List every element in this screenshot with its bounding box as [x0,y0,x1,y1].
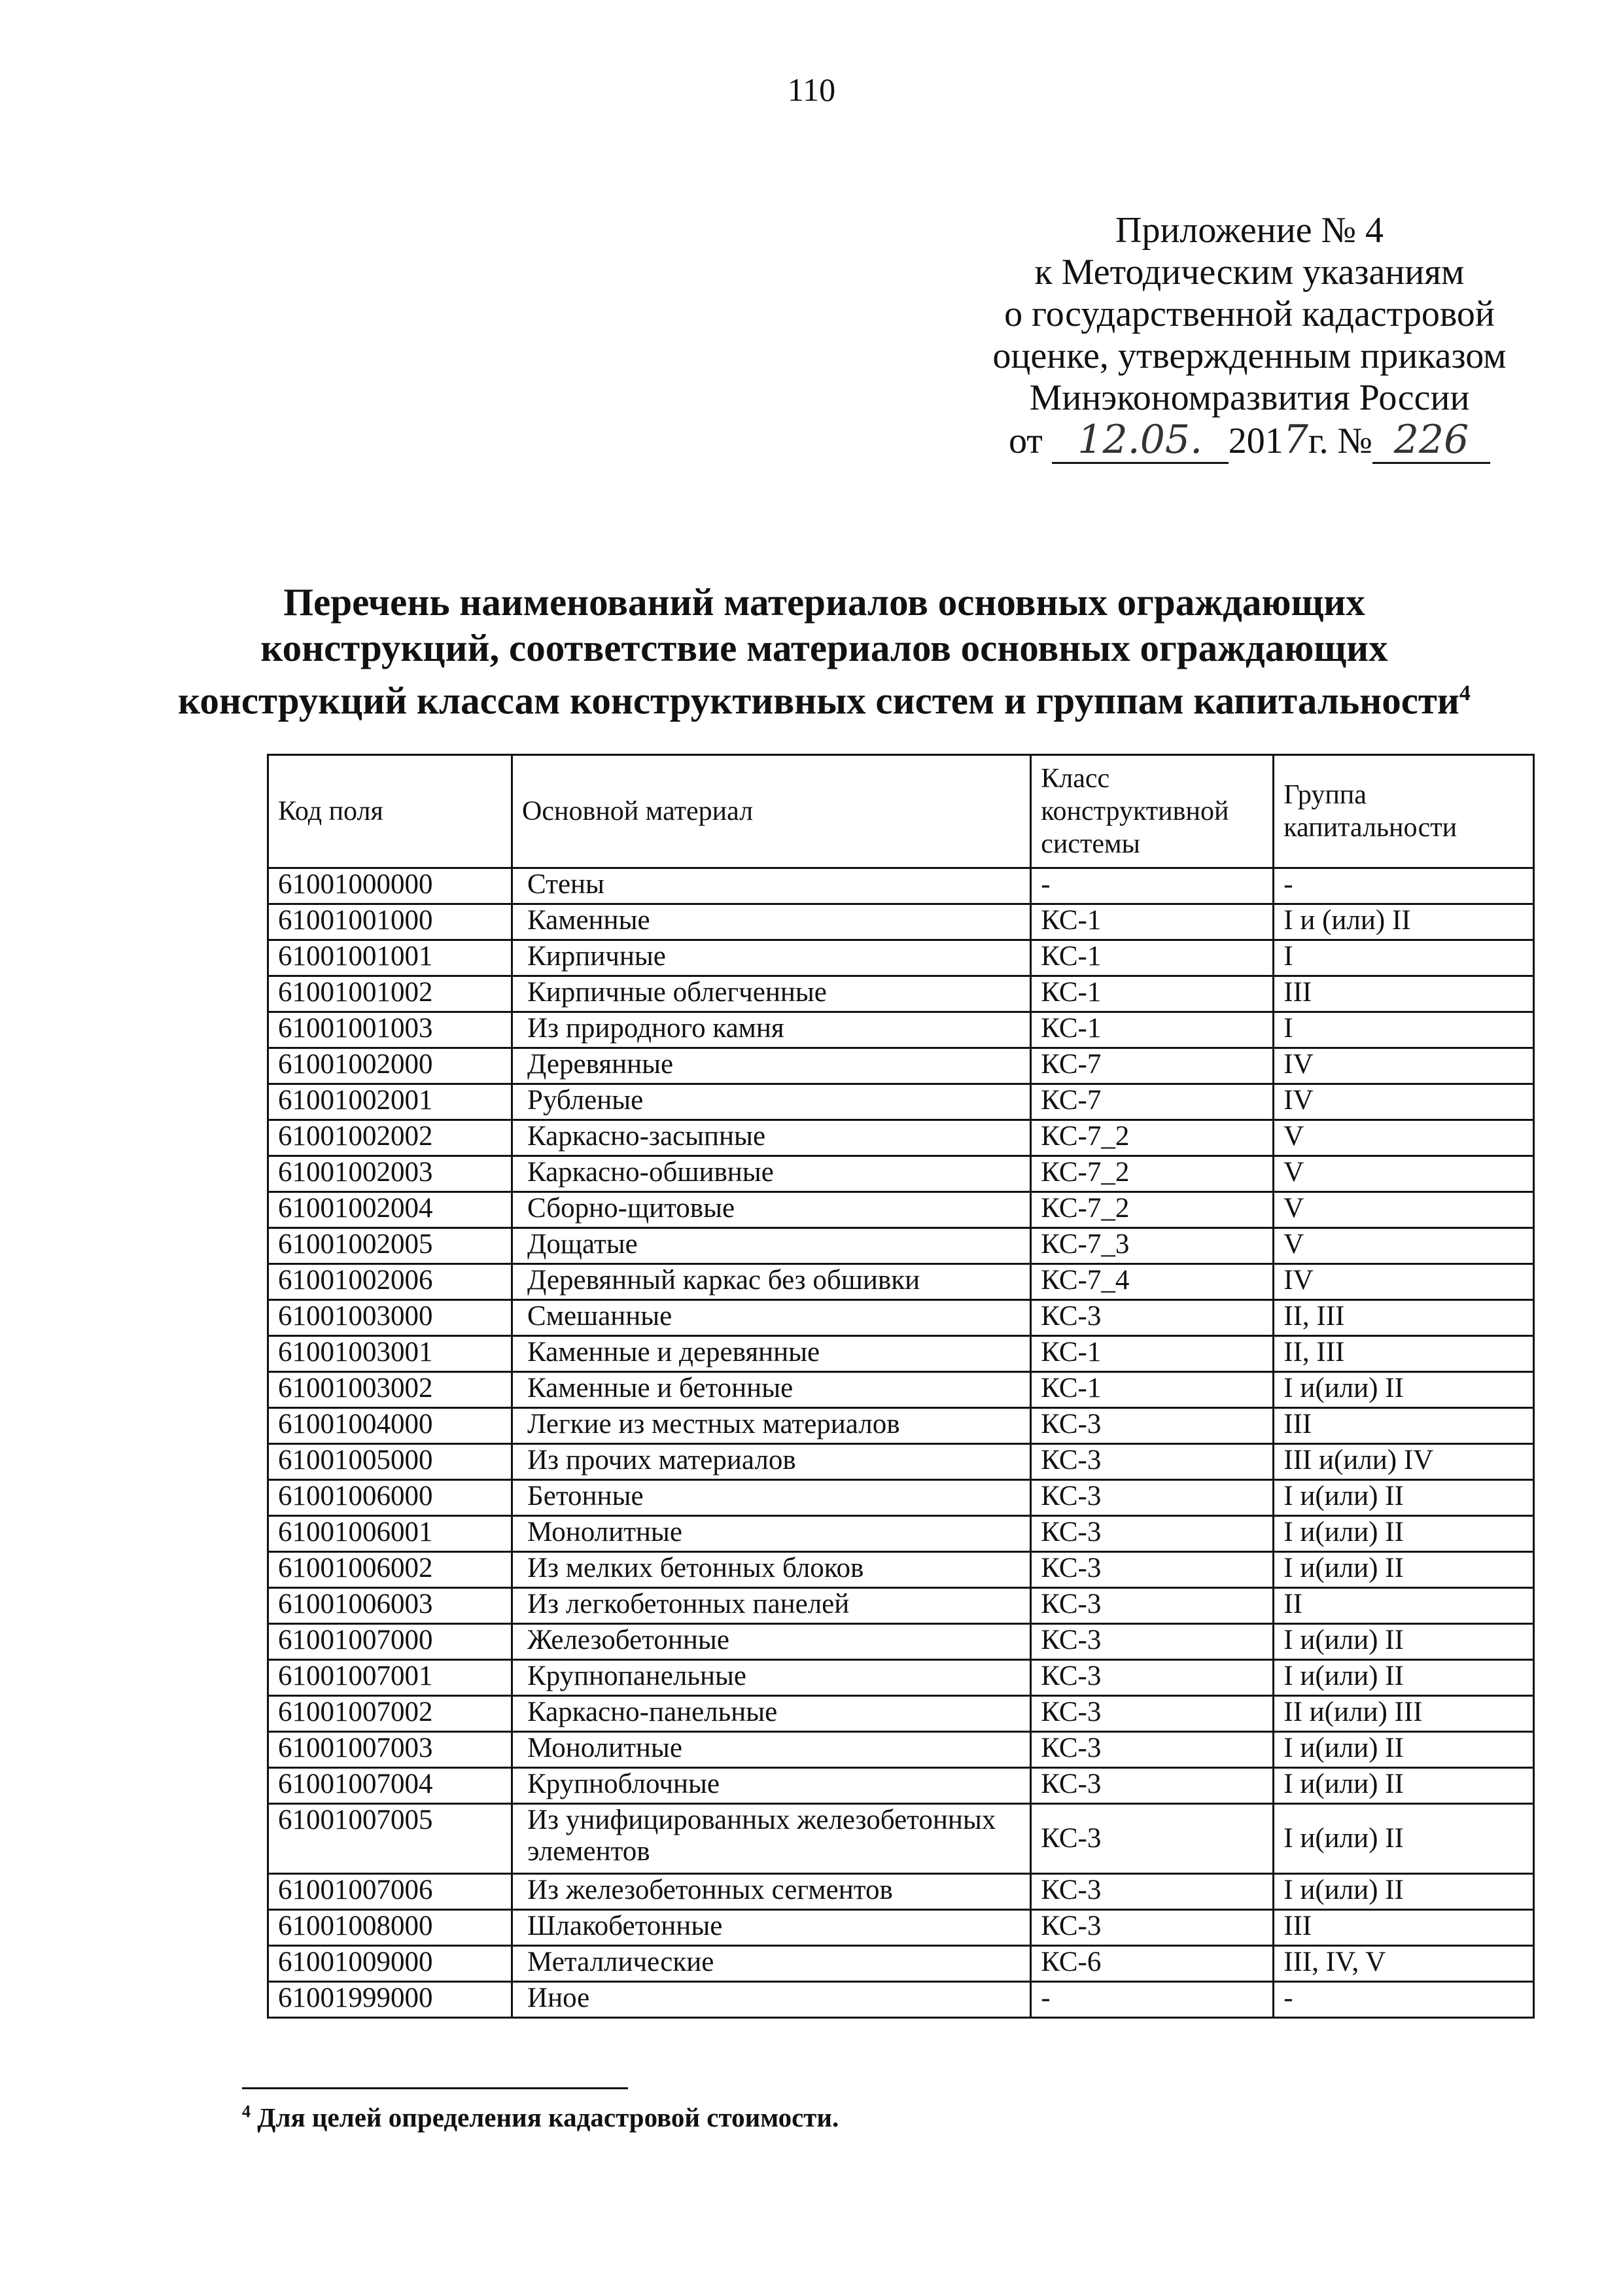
appendix-date-line [916,419,1583,464]
table-row [268,1084,1534,1120]
cell-code: 61001007000 [268,1624,512,1660]
table-row [268,940,1534,976]
cell-class: КС-3 [1031,1660,1274,1696]
header-code: Код поля [268,755,512,868]
table-row [268,1336,1534,1372]
cell-code: 61001006000 [268,1480,512,1516]
cell-group: V [1274,1192,1534,1228]
cell-material: Сборно-щитовые [512,1192,1031,1228]
cell-code: 61001002001 [268,1084,512,1120]
table-row [268,1048,1534,1084]
appendix-header [916,209,1583,464]
cell-code: 61001009000 [268,1946,512,1982]
cell-class: КС-3 [1031,1480,1274,1516]
cell-group: II, III [1274,1300,1534,1336]
cell-code: 61001003001 [268,1336,512,1372]
table-row [268,1660,1534,1696]
cell-group: I и (или) II [1274,904,1534,940]
table-row [268,1120,1534,1156]
cell-class: КС-1 [1031,976,1274,1012]
cell-group: V [1274,1120,1534,1156]
cell-code: 61001003000 [268,1300,512,1336]
cell-code: 61001002003 [268,1156,512,1192]
cell-code: 61001006003 [268,1588,512,1624]
cell-group: III и(или) IV [1274,1444,1534,1480]
footnote [242,2102,839,2133]
cell-material: Деревянный каркас без обшивки [512,1264,1031,1300]
table-row [268,904,1534,940]
table-row [268,1910,1534,1946]
cell-code: 61001000000 [268,868,512,904]
table-row [268,1768,1534,1804]
header-class: Класс конструктивной системы [1031,755,1274,868]
cell-code: 61001003002 [268,1372,512,1408]
cell-material: Каменные [512,904,1031,940]
cell-material: Из легкобетонных панелей [512,1588,1031,1624]
cell-code: 61001007006 [268,1874,512,1910]
cell-group: II и(или) III [1274,1696,1534,1732]
cell-class: КС-3 [1031,1444,1274,1480]
cell-class: КС-3 [1031,1624,1274,1660]
cell-code: 61001002002 [268,1120,512,1156]
footnote-text: Для целей определения кадастровой стоимости. [257,2102,839,2132]
cell-code: 61001001001 [268,940,512,976]
cell-material: Каменные и деревянные [512,1336,1031,1372]
appendix-line: Минэкономразвития России [1029,378,1470,418]
cell-group: IV [1274,1048,1534,1084]
cell-group: III [1274,1408,1534,1444]
cell-class: КС-3 [1031,1552,1274,1588]
cell-material: Из мелких бетонных блоков [512,1552,1031,1588]
table-header-row [268,755,1534,868]
cell-material: Смешанные [512,1300,1031,1336]
table-row [268,1516,1534,1552]
table-row [268,868,1534,904]
cell-class: КС-3 [1031,1732,1274,1768]
title-line: конструкций, соответствие материалов основных ограждающих [260,626,1388,669]
table-row [268,1192,1534,1228]
cell-material: Из природного камня [512,1012,1031,1048]
date-handwritten: 12.05. [1077,417,1203,463]
table-body [268,868,1534,2018]
year-handwritten: 7 [1283,417,1308,463]
cell-class: КС-7_2 [1031,1120,1274,1156]
cell-code: 61001007004 [268,1768,512,1804]
cell-class: КС-1 [1031,940,1274,976]
cell-code: 61001002005 [268,1228,512,1264]
title-line: Перечень наименований материалов основных ограждающих [283,580,1365,624]
table-row [268,1874,1534,1910]
year-prefix: 201 [1228,421,1283,461]
table-row [268,1946,1534,1982]
cell-group: I и(или) II [1274,1516,1534,1552]
title-line: конструкций классам конструктивных систем и группам капитальности [178,679,1459,722]
cell-code: 61001001002 [268,976,512,1012]
page-number: 110 [787,71,836,108]
table-row [268,976,1534,1012]
cell-group: I и(или) II [1274,1768,1534,1804]
cell-group: V [1274,1156,1534,1192]
appendix-line: к Методическим указаниям [1034,252,1465,292]
order-number-field [1372,419,1490,464]
cell-material: Рубленые [512,1084,1031,1120]
table-row [268,1444,1534,1480]
cell-class: КС-7_3 [1031,1228,1274,1264]
cell-code: 61001004000 [268,1408,512,1444]
cell-code: 61001006002 [268,1552,512,1588]
cell-material: Шлакобетонные [512,1910,1031,1946]
cell-code: 61001007003 [268,1732,512,1768]
cell-code: 61001006001 [268,1516,512,1552]
table-row [268,1372,1534,1408]
cell-code: 61001002006 [268,1264,512,1300]
date-field [1052,419,1229,464]
cell-material: Кирпичные облегченные [512,976,1031,1012]
cell-material: Крупнопанельные [512,1660,1031,1696]
table-row [268,1264,1534,1300]
cell-code: 61001002004 [268,1192,512,1228]
cell-class: КС-7 [1031,1084,1274,1120]
cell-code: 61001008000 [268,1910,512,1946]
table-row [268,1156,1534,1192]
appendix-line: Приложение № 4 [1115,210,1384,251]
cell-group: II [1274,1588,1534,1624]
cell-group: - [1274,1982,1534,2018]
cell-group: III [1274,976,1534,1012]
table-row [268,1228,1534,1264]
table-row [268,1732,1534,1768]
table-row [268,1552,1534,1588]
cell-class: КС-3 [1031,1804,1274,1874]
cell-material: Металлические [512,1946,1031,1982]
cell-code: 61001007005 [268,1804,512,1874]
cell-class: КС-3 [1031,1300,1274,1336]
document-title [131,579,1518,724]
table-row [268,1480,1534,1516]
cell-material: Железобетонные [512,1624,1031,1660]
cell-code: 61001999000 [268,1982,512,2018]
table-row [268,1804,1534,1874]
cell-code: 61001007002 [268,1696,512,1732]
header-group: Группа капитальности [1274,755,1534,868]
cell-group: I и(или) II [1274,1552,1534,1588]
cell-group: I и(или) II [1274,1624,1534,1660]
cell-material: Стены [512,868,1031,904]
cell-code: 61001002000 [268,1048,512,1084]
appendix-line: оценке, утвержденным приказом [992,336,1507,376]
date-prefix: от [1008,421,1043,461]
footnote-divider [242,2087,628,2089]
cell-class: - [1031,1982,1274,2018]
order-number-handwritten: 226 [1393,417,1469,463]
cell-code: 61001005000 [268,1444,512,1480]
cell-class: КС-3 [1031,1874,1274,1910]
cell-class: КС-7_2 [1031,1192,1274,1228]
table-row [268,1012,1534,1048]
cell-class: КС-7_2 [1031,1156,1274,1192]
cell-code: 61001001003 [268,1012,512,1048]
table-row [268,1300,1534,1336]
cell-class: КС-7 [1031,1048,1274,1084]
cell-code: 61001007001 [268,1660,512,1696]
cell-material: Из прочих материалов [512,1444,1031,1480]
cell-class: КС-3 [1031,1768,1274,1804]
table-row [268,1588,1534,1624]
cell-material: Иное [512,1982,1031,2018]
appendix-line: о государственной кадастровой [1004,294,1495,334]
cell-group: - [1274,868,1534,904]
table-row [268,1696,1534,1732]
year-suffix: г. № [1308,421,1372,461]
cell-group: II, III [1274,1336,1534,1372]
cell-group: I и(или) II [1274,1372,1534,1408]
cell-group: III, IV, V [1274,1946,1534,1982]
cell-class: КС-1 [1031,1336,1274,1372]
cell-class: КС-1 [1031,904,1274,940]
cell-material: Крупноблочные [512,1768,1031,1804]
cell-group: I и(или) II [1274,1660,1534,1696]
cell-material: Из железобетонных сегментов [512,1874,1031,1910]
cell-group: I и(или) II [1274,1874,1534,1910]
cell-material: Кирпичные [512,940,1031,976]
cell-class: КС-3 [1031,1910,1274,1946]
table-row [268,1982,1534,2018]
cell-material: Из унифицированных железобетонных элементов [512,1804,1031,1874]
footnote-mark: 4 [242,2102,251,2121]
cell-group: I [1274,940,1534,976]
cell-class: КС-1 [1031,1372,1274,1408]
cell-class: КС-6 [1031,1946,1274,1982]
cell-group: I [1274,1012,1534,1048]
cell-material: Каркасно-обшивные [512,1156,1031,1192]
header-material: Основной материал [512,755,1031,868]
cell-class: КС-7_4 [1031,1264,1274,1300]
cell-group: I и(или) II [1274,1804,1534,1874]
cell-material: Легкие из местных материалов [512,1408,1031,1444]
cell-group: IV [1274,1264,1534,1300]
cell-group: I и(или) II [1274,1732,1534,1768]
cell-class: КС-3 [1031,1516,1274,1552]
cell-material: Монолитные [512,1516,1031,1552]
cell-material: Каркасно-панельные [512,1696,1031,1732]
cell-class: - [1031,868,1274,904]
cell-class: КС-1 [1031,1012,1274,1048]
cell-group: I и(или) II [1274,1480,1534,1516]
cell-code: 61001001000 [268,904,512,940]
cell-material: Деревянные [512,1048,1031,1084]
cell-class: КС-3 [1031,1408,1274,1444]
cell-class: КС-3 [1031,1588,1274,1624]
title-footnote-mark: 4 [1459,681,1471,705]
title-line-last [131,671,1518,724]
cell-material: Монолитные [512,1732,1031,1768]
cell-material: Каркасно-засыпные [512,1120,1031,1156]
materials-table [267,754,1535,2019]
cell-group: V [1274,1228,1534,1264]
table-row [268,1408,1534,1444]
cell-group: III [1274,1910,1534,1946]
cell-material: Каменные и бетонные [512,1372,1031,1408]
cell-material: Бетонные [512,1480,1031,1516]
cell-group: IV [1274,1084,1534,1120]
cell-material: Дощатые [512,1228,1031,1264]
cell-class: КС-3 [1031,1696,1274,1732]
table-row [268,1624,1534,1660]
